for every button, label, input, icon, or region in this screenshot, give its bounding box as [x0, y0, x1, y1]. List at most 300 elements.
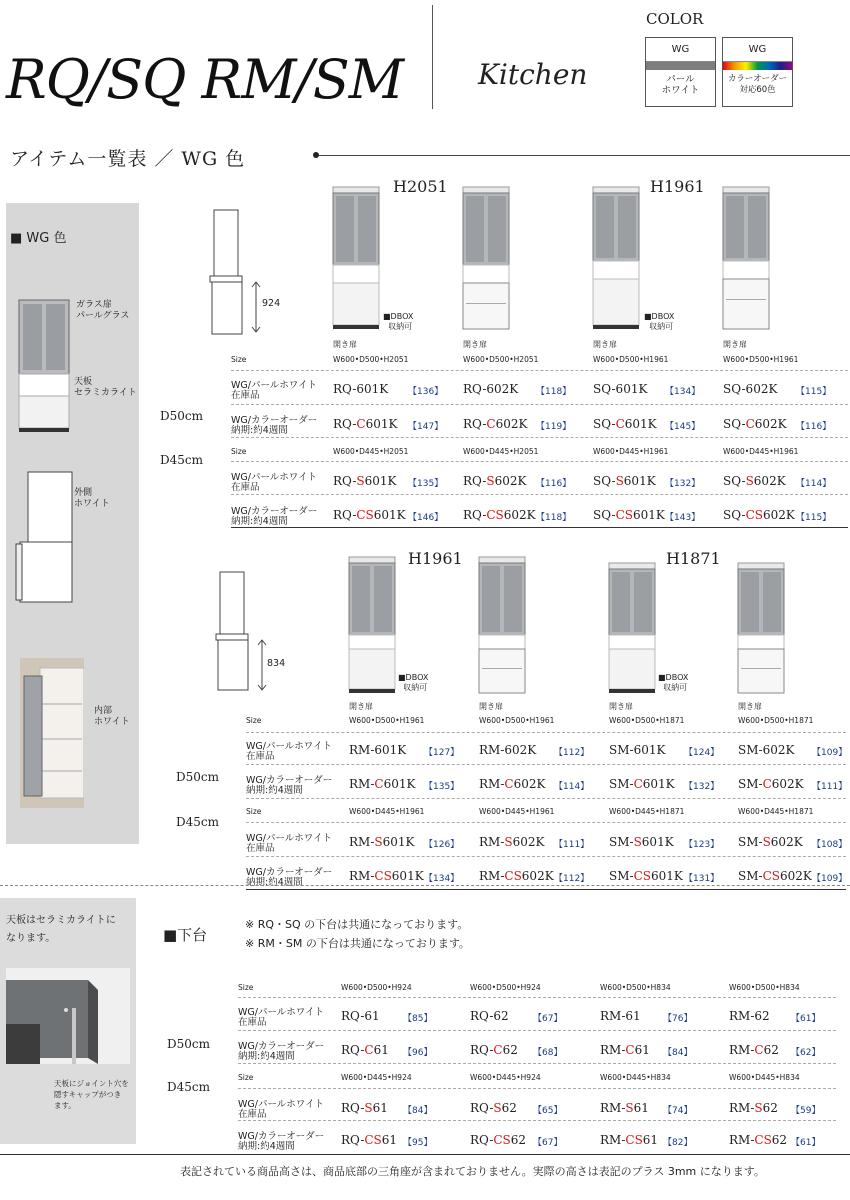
size-value: W600•D500•H834	[729, 983, 800, 992]
size-value: W600•D445•H1961	[479, 807, 555, 816]
row-label	[231, 507, 317, 527]
photo-caption-line: ます。	[54, 1101, 76, 1110]
product-code-prefix: RM-	[349, 869, 375, 883]
product-code-variant: S	[356, 474, 365, 488]
row-label-line: 在庫品	[238, 1017, 267, 1028]
page-ref: 【74】	[663, 1106, 693, 1116]
product-code	[729, 1101, 778, 1115]
size-label: Size	[231, 447, 247, 456]
product-code-suffix: 61	[373, 1043, 389, 1057]
product-code-prefix: RQ-62	[470, 1009, 509, 1023]
product-code-variant: C	[615, 417, 625, 431]
page-ref: 【112】	[554, 874, 590, 884]
product-code-variant: C	[754, 1043, 764, 1057]
size-label: Size	[246, 716, 262, 725]
row-label-line: WG/パールホワイト	[246, 741, 332, 752]
row-label-line: WG/カラーオーダー	[246, 775, 333, 786]
size-value: W600•D445•H924	[470, 1073, 541, 1082]
page-ref: 【135】	[408, 479, 444, 489]
size-value: W600•D445•H1961	[593, 447, 669, 456]
table-rule	[238, 1088, 836, 1089]
row-label-line: WG/パールホワイト	[238, 1099, 324, 1110]
product-code	[723, 508, 795, 522]
product-code-suffix: 602K	[779, 869, 812, 883]
product-code-suffix: 61	[642, 1133, 659, 1147]
row-label-line: WG/パールホワイト	[246, 833, 332, 844]
sidebar-interior-photo	[20, 658, 84, 808]
product-code-variant: S	[504, 835, 513, 849]
product-code-prefix: SQ-602K	[723, 382, 778, 396]
product-code-prefix: RQ-601K	[333, 382, 389, 396]
product-code-suffix: 602K	[495, 417, 528, 431]
product-code	[463, 417, 527, 431]
product-code-prefix: SQ-	[723, 417, 746, 431]
size-value: W600•D500•H1961	[593, 355, 669, 364]
product-code-variant: CS	[486, 508, 504, 522]
product-code-variant: C	[486, 417, 496, 431]
table-rule	[231, 527, 848, 528]
page-ref: 【132】	[684, 782, 720, 792]
product-code-suffix: 601K	[650, 869, 683, 883]
product-code-prefix: RQ-	[463, 417, 487, 431]
row-label-line: WG/カラーオーダー	[231, 415, 318, 426]
product-code-variant: S	[374, 835, 383, 849]
callout-interior	[94, 706, 130, 728]
size-value: W600•D500•H1961	[723, 355, 799, 364]
row-label	[231, 416, 317, 436]
row-label-line: 在庫品	[246, 843, 275, 854]
size-value: W600•D445•H1871	[738, 807, 814, 816]
product-code-prefix: RM-61	[600, 1009, 641, 1023]
product-code-suffix: 62	[771, 1133, 788, 1147]
product-code-suffix: 601K	[391, 869, 424, 883]
page-ref: 【65】	[533, 1106, 563, 1116]
door-type: 開き扉	[479, 702, 503, 711]
product-code	[738, 835, 803, 849]
product-code-suffix: 602K	[503, 508, 536, 522]
depth-label: D45cm	[160, 453, 203, 467]
depth-label: D45cm	[176, 815, 219, 829]
table-rule	[231, 461, 848, 462]
row-label-line: 在庫品	[231, 482, 260, 493]
row-label	[246, 834, 332, 854]
table-rule	[246, 856, 846, 857]
depth-label: D50cm	[176, 770, 219, 784]
swatch-name-line: カラーオーダー	[727, 74, 788, 84]
page-subtitle: Kitchen	[478, 58, 588, 91]
product-code-variant: C	[633, 777, 643, 791]
table-rule	[246, 822, 846, 823]
page-ref: 【119】	[536, 422, 572, 432]
product-code	[729, 1133, 787, 1147]
product-code-suffix: 61	[372, 1101, 388, 1115]
product-code-prefix: RQ-	[333, 417, 357, 431]
product-code	[723, 474, 786, 488]
product-code-variant: C	[625, 1043, 635, 1057]
row-label	[238, 1100, 324, 1120]
callout-text: ガラス扉	[76, 300, 112, 310]
size-value: W600•D445•H834	[729, 1073, 800, 1082]
page-ref: 【145】	[665, 422, 701, 432]
product-code-prefix: RQ-61	[341, 1009, 380, 1023]
product-code-prefix: RQ-	[341, 1043, 365, 1057]
product-code	[470, 1009, 509, 1023]
product-code-suffix: 62	[501, 1101, 517, 1115]
table-rule	[246, 889, 846, 890]
size-value: W600•D445•H2051	[463, 447, 539, 456]
product-code-variant: S	[615, 474, 624, 488]
product-code	[479, 835, 545, 849]
product-code-variant: CS	[493, 1133, 511, 1147]
depth-label: D50cm	[167, 1037, 210, 1051]
product-code-prefix: RM-	[479, 835, 505, 849]
header-divider	[432, 5, 433, 109]
product-code-variant: S	[633, 835, 642, 849]
product-code-variant: C	[493, 1043, 503, 1057]
dbox-text: ■DBOX	[658, 673, 689, 682]
product-code-variant: C	[745, 417, 755, 431]
product-code-prefix: SM-601K	[609, 743, 666, 757]
row-label	[246, 776, 332, 796]
product-code	[479, 743, 536, 757]
product-code	[593, 382, 647, 396]
size-label: Size	[246, 807, 262, 816]
product-code-prefix: RM-	[729, 1101, 755, 1115]
page-ref: 【147】	[408, 422, 444, 432]
swatch-name-line: ホワイト	[661, 85, 700, 96]
size-value: W600•D500•H1871	[738, 716, 814, 725]
size-value: W600•D500•H2051	[463, 355, 539, 364]
page-ref: 【136】	[408, 387, 444, 397]
table-rule	[246, 732, 846, 733]
product-code-variant: S	[364, 1101, 373, 1115]
callout-text: ホワイト	[74, 499, 110, 509]
color-label: COLOR	[646, 10, 704, 28]
product-code-prefix: SQ-601K	[593, 382, 648, 396]
sidebar-outline-image	[14, 468, 76, 606]
product-code-variant: CS	[374, 869, 392, 883]
photo-caption	[54, 1078, 129, 1111]
product-code-variant: S	[762, 835, 771, 849]
cabinet-rm602k-image	[478, 556, 528, 696]
page-ref: 【82】	[663, 1138, 693, 1148]
product-code-variant: S	[754, 1101, 763, 1115]
page-ref: 【131】	[684, 874, 720, 884]
row-label-line: 納期:約4週間	[246, 785, 303, 796]
product-code-suffix: 602K	[762, 508, 795, 522]
lower-sidebar-line: なります。	[6, 933, 56, 944]
swatch-name-line: パール	[666, 74, 695, 85]
product-code	[463, 382, 518, 396]
product-code-prefix: RM-601K	[349, 743, 407, 757]
page-ref: 【68】	[533, 1048, 563, 1058]
cabinet-sm602k-image	[737, 562, 787, 696]
size-value: W600•D500•H834	[600, 983, 671, 992]
product-code-variant: CS	[762, 869, 780, 883]
dbox-note	[383, 312, 413, 332]
callout-text: 内部	[94, 706, 113, 716]
swatch-name	[646, 70, 715, 96]
product-code	[609, 743, 665, 757]
depth-label: D45cm	[167, 1080, 210, 1094]
page-ref: 【116】	[536, 479, 572, 489]
swatch-name	[723, 70, 792, 96]
product-code	[593, 417, 657, 431]
page-ref: 【62】	[791, 1048, 821, 1058]
product-code	[593, 474, 656, 488]
height-header: H1871	[666, 549, 721, 568]
lower-note: ※ RQ・SQ の下台は共通になっております。	[245, 918, 469, 931]
dbox-text: 収納可	[663, 683, 688, 692]
size-value: W600•D445•H834	[600, 1073, 671, 1082]
product-code-variant: C	[356, 417, 366, 431]
product-code-prefix: RM-62	[729, 1009, 770, 1023]
product-code-suffix: 602K	[512, 835, 545, 849]
door-type: 開き扉	[738, 702, 762, 711]
product-code	[609, 835, 674, 849]
product-code-suffix: 601K	[623, 474, 656, 488]
size-value: W600•D500•H1961	[479, 716, 555, 725]
height-header: H1961	[408, 549, 463, 568]
row-label	[238, 1008, 324, 1028]
product-code-variant: S	[625, 1101, 634, 1115]
footer-rule	[0, 1154, 850, 1155]
product-code-suffix: 62	[502, 1043, 518, 1057]
row-label	[238, 1132, 324, 1152]
lower-note: ※ RM・SM の下台は共通になっております。	[245, 937, 470, 950]
page-ref: 【116】	[796, 422, 832, 432]
door-type: 開き扉	[723, 340, 747, 349]
table-rule	[238, 1063, 836, 1064]
product-code-suffix: 602K	[770, 835, 803, 849]
callout-text: セラミカライト	[74, 388, 137, 398]
product-code-variant: C	[374, 777, 384, 791]
size-value: W600•D500•H1871	[609, 716, 685, 725]
product-code	[463, 474, 526, 488]
dbox-note	[644, 312, 674, 332]
product-code	[333, 417, 397, 431]
sidebar-cabinet-image	[18, 296, 78, 436]
product-code-suffix: 602K	[771, 777, 804, 791]
product-code-prefix: RM-	[479, 869, 505, 883]
lower-sidebar-line: 天板はセラミカライトに	[6, 915, 116, 926]
page-ref: 【143】	[665, 513, 701, 523]
row-label-line: WG/パールホワイト	[238, 1007, 324, 1018]
size-label: Size	[238, 1073, 254, 1082]
product-code-prefix: SM-	[609, 835, 634, 849]
table-rule	[246, 798, 846, 799]
callout-text: 外側	[74, 488, 93, 498]
product-code-prefix: RM-	[349, 835, 375, 849]
size-value: W600•D500•H2051	[333, 355, 409, 364]
product-code	[600, 1009, 641, 1023]
swatch-color-order	[722, 37, 793, 107]
photo-caption-line: 天板にジョイント穴を	[54, 1079, 129, 1088]
row-label-line: 納期:約4週間	[246, 877, 303, 888]
product-code-variant: CS	[633, 869, 651, 883]
product-code	[349, 743, 406, 757]
product-code-variant: CS	[745, 508, 763, 522]
product-code-variant: S	[493, 1101, 502, 1115]
product-code-suffix: 62	[510, 1133, 527, 1147]
depth-label: D50cm	[160, 409, 203, 423]
section-heading: アイテム一覧表 ／ WG 色	[10, 148, 246, 170]
page-ref: 【95】	[403, 1138, 433, 1148]
product-code	[349, 869, 424, 883]
page-ref: 【76】	[663, 1014, 693, 1024]
product-code-prefix: RM-	[479, 777, 505, 791]
page-ref: 【67】	[533, 1138, 563, 1148]
callout-text: 天板	[74, 377, 93, 387]
product-code	[349, 835, 415, 849]
product-code-suffix: 61	[634, 1043, 650, 1057]
cabinet-sq602k-image	[722, 186, 772, 331]
product-code-suffix: 601K	[365, 417, 398, 431]
swatch-code: WG	[646, 38, 715, 62]
page-ref: 【67】	[533, 1014, 563, 1024]
page-ref: 【115】	[796, 387, 832, 397]
product-code-prefix: RM-	[349, 777, 375, 791]
row-label-line: 納期:約4週間	[238, 1051, 295, 1062]
product-code-suffix: 601K	[624, 417, 657, 431]
page-ref: 【134】	[424, 874, 460, 884]
product-code	[729, 1009, 770, 1023]
cabinet-sq601k-image	[592, 186, 642, 331]
product-code-suffix: 602K	[753, 474, 786, 488]
dbox-note	[658, 673, 688, 693]
page-ref: 【85】	[403, 1014, 433, 1024]
dbox-text: 収納可	[403, 683, 428, 692]
product-code-prefix: SQ-	[593, 417, 616, 431]
product-code-suffix: 602K	[521, 869, 554, 883]
page-ref: 【84】	[663, 1048, 693, 1058]
row-label-line: 在庫品	[246, 751, 275, 762]
section-divider	[0, 885, 850, 886]
height-header: H1961	[650, 177, 705, 196]
product-code-variant: CS	[625, 1133, 643, 1147]
row-label	[246, 742, 332, 762]
dbox-text: ■DBOX	[383, 312, 414, 321]
page-ref: 【109】	[812, 748, 848, 758]
product-code-prefix: RQ-	[470, 1101, 494, 1115]
page-ref: 【146】	[408, 513, 444, 523]
dimension-label: 834	[267, 658, 286, 669]
row-label-line: WG/パールホワイト	[231, 380, 317, 391]
row-label-line: WG/カラーオーダー	[238, 1131, 325, 1142]
row-label-line: 納期:約4週間	[231, 425, 288, 436]
photo-caption-line: 隠すキャップがつき	[54, 1090, 122, 1099]
product-code-variant: S	[745, 474, 754, 488]
table-rule	[246, 764, 846, 765]
page-ref: 【124】	[684, 748, 720, 758]
product-code	[609, 869, 683, 883]
product-code	[479, 869, 554, 883]
size-value: W600•D445•H1961	[723, 447, 799, 456]
size-value: W600•D445•H924	[341, 1073, 412, 1082]
product-code	[593, 508, 665, 522]
product-code	[470, 1133, 526, 1147]
table-rule	[231, 437, 848, 438]
size-value: W600•D500•H924	[470, 983, 541, 992]
swatch-color-bar	[646, 62, 715, 70]
dbox-text: 収納可	[649, 322, 674, 331]
product-code	[470, 1043, 518, 1057]
row-label	[231, 381, 317, 401]
product-code-suffix: 601K	[641, 835, 674, 849]
page-ref: 【126】	[424, 840, 460, 850]
product-code-prefix: RM-602K	[479, 743, 537, 757]
cabinet-rq602k-image	[462, 186, 512, 331]
door-type: 開き扉	[349, 702, 373, 711]
page-ref: 【123】	[684, 840, 720, 850]
callout-text: ホワイト	[94, 717, 130, 727]
product-code	[341, 1101, 388, 1115]
height-header: H2051	[393, 177, 448, 196]
dimension-label: 924	[262, 298, 281, 309]
dimension-diagram	[208, 208, 281, 338]
callout-top	[74, 377, 137, 399]
callout-text: パールグラス	[76, 311, 130, 321]
product-code	[738, 869, 812, 883]
product-code	[723, 382, 777, 396]
product-code-variant: CS	[504, 869, 522, 883]
page-ref: 【61】	[791, 1138, 821, 1148]
table-rule	[238, 1030, 836, 1031]
page-ref: 【108】	[812, 840, 848, 850]
product-code-prefix: RQ-	[463, 474, 487, 488]
product-code-prefix: RM-	[600, 1133, 626, 1147]
product-code	[470, 1101, 517, 1115]
product-code-suffix: 601K	[632, 508, 665, 522]
page-ref: 【134】	[665, 387, 701, 397]
row-label	[238, 1042, 324, 1062]
table-rule	[238, 997, 836, 998]
product-code	[349, 777, 415, 791]
page-ref: 【96】	[403, 1048, 433, 1058]
product-code-prefix: RQ-602K	[463, 382, 519, 396]
product-code	[600, 1043, 650, 1057]
product-code-prefix: SQ-	[593, 508, 616, 522]
row-label-line: WG/カラーオーダー	[246, 867, 333, 878]
dbox-text: 収納可	[388, 322, 413, 331]
product-code	[333, 474, 396, 488]
table-rule	[231, 404, 848, 405]
row-label-line: 納期:約4週間	[238, 1141, 295, 1152]
product-code	[609, 777, 675, 791]
product-code-prefix: RM-	[600, 1101, 626, 1115]
page-ref: 【114】	[796, 479, 832, 489]
swatch-code: WG	[723, 38, 792, 62]
page-ref: 【112】	[554, 748, 590, 758]
product-code-suffix: 61	[633, 1101, 649, 1115]
product-code-suffix: 61	[381, 1133, 398, 1147]
table-rule	[231, 370, 848, 371]
door-type: 開き扉	[609, 702, 633, 711]
product-code	[479, 777, 545, 791]
cabinet-rq601k-image	[332, 186, 382, 331]
callout-exterior	[74, 488, 110, 510]
page-ref: 【84】	[403, 1106, 433, 1116]
page-ref: 【118】	[536, 387, 572, 397]
heading-rule	[318, 155, 850, 156]
product-code	[333, 382, 388, 396]
page-ref: 【132】	[665, 479, 701, 489]
dbox-note	[398, 673, 428, 693]
product-code	[600, 1133, 658, 1147]
product-code-suffix: 62	[762, 1101, 778, 1115]
product-code-prefix: RQ-	[463, 508, 487, 522]
page-ref: 【135】	[424, 782, 460, 792]
